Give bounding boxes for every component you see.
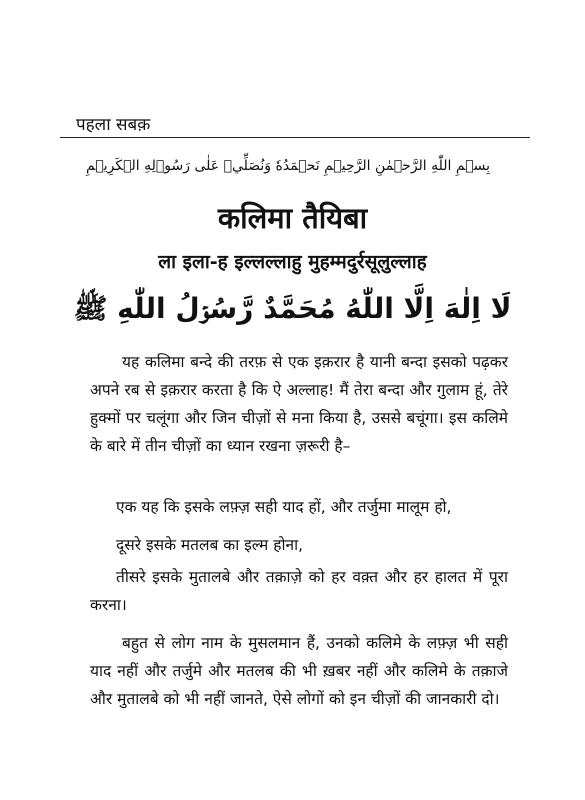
paragraph-point-two: दूसरे इसके मतलब का इल्म होना, [116,536,304,554]
paragraph-point-one: एक यह कि इसके लफ़्ज़ सही याद हों, और तर्जुमा मालूम हो, [116,498,452,516]
bismillah-line: بِسۡمِ اللّٰهِ الرَّحۡمٰنِ الرَّحِيۡمِ نَحۡمَدُهٗ وَنُصَلِّيۡ عَلٰى رَسُوۡلِهِ الۡكَرِيۡمِ [86,158,490,174]
page-title: कलिमा तैयिबा [217,201,368,235]
paragraph-intro: यह कलिमा बन्दे की तरफ़ से एक इक़रार है यानी बन्दा इसको पढ़कर अपने रब से इक़रार करता है कि ऐ अल्लाह! मैं तेरा बन्दा और गुलाम हूं, तेरे हुक्मों पर चलूंगा और जिन चीज़ों से मना किया है, उससे बचूंगा। इस कलिमे के बारे में तीन चीज़ों का ध्यान रखना ज़रूरी है– [90,353,508,455]
heading-divider [60,137,530,138]
paragraph-point-three: तीसरे इसके मुतालबे और तक़ाज़े को हर वक़्त और हर हालत में पूरा करना। [90,568,508,614]
lesson-heading: पहला सबक़ [76,115,151,135]
paragraph-conclusion: बहुत से लोग नाम के मुसलमान हैं, उनको कलिमे के लफ़्ज़ भी सही याद नहीं और तर्जुमे और मतलब की भी ख़बर नहीं और कलिमे के तक़ाजे और मुतालबे को भी नहीं जानते, ऐसे लोगों को इन चीज़ों की जानकारी दो। [90,634,508,708]
kalima-arabic: لَا اِلٰهَ اِلَّا اللّٰهُ مُحَمَّدٌ رَّسُوۡلُ اللّٰهِ ﷺ [73,292,512,325]
kalima-transliteration: ला इला-ह इल्लल्लाहु मुहम्मदुर्रसूलुल्लाह [158,251,427,273]
